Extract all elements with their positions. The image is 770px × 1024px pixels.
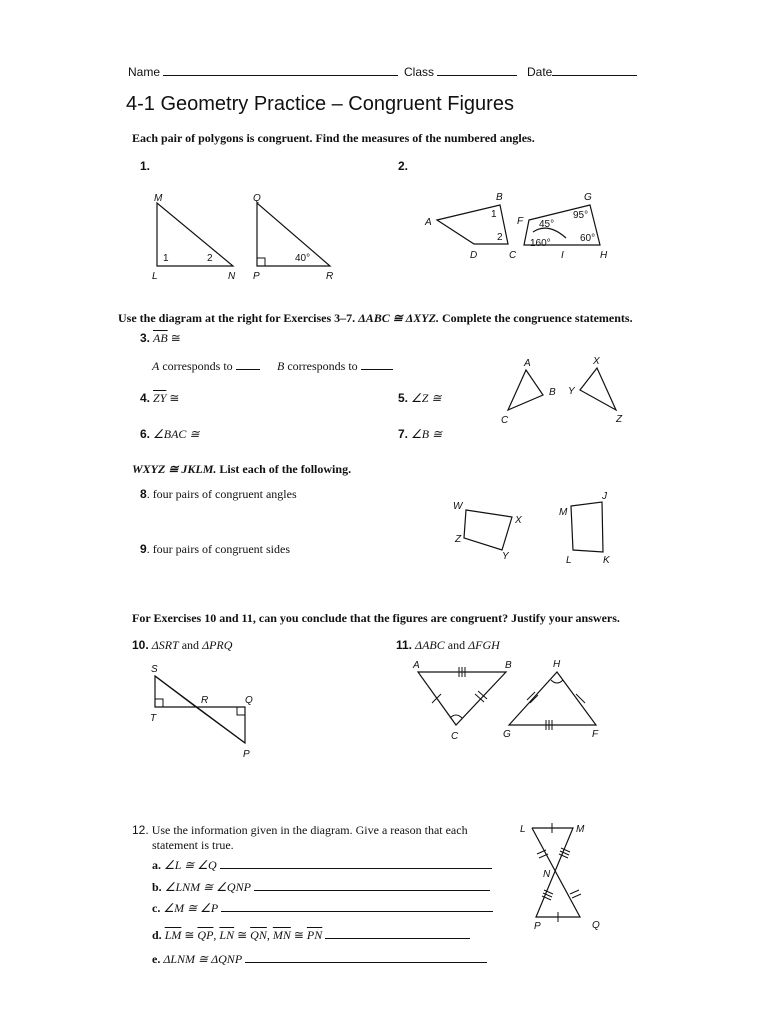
label-q-2: Q (245, 695, 253, 706)
angle-2-label: 2 (207, 253, 213, 264)
label-r: R (326, 271, 334, 282)
label-y-2: Y (502, 551, 509, 562)
ex4: 4. $\overline{ZY}$ ≅ (140, 391, 180, 405)
label-f: F (517, 216, 524, 227)
ex12-item-e: e. ΔLNM ≅ ΔQNP (152, 951, 487, 967)
angle-45-label: 45° (539, 219, 555, 230)
label-m-2: M (559, 507, 568, 518)
label-k: K (603, 555, 610, 566)
label-b: B (496, 192, 503, 203)
section-4-intro: For Exercises 10 and 11, can you conclude that the figures are congruent? Justify your answers. (132, 611, 620, 625)
label-y: Y (568, 386, 575, 397)
label-g-2: G (503, 729, 511, 740)
label-q-3: Q (592, 920, 600, 931)
angle-40-label: 40° (295, 253, 311, 264)
ex7: 7. ∠B ≅ (398, 427, 443, 441)
section-3-intro: WXYZ ≅ JKLM. List each of the following. (132, 462, 352, 476)
ex12-item-b: b. ∠LNM ≅ ∠QNP (152, 879, 490, 895)
ex12-item-a: a. ∠L ≅ ∠Q (152, 857, 492, 873)
label-a-2: A (524, 358, 531, 369)
page-title: 4-1 Geometry Practice – Congruent Figures (126, 93, 514, 115)
ex3-correspond-b: B corresponds to (277, 358, 393, 374)
label-c-3: C (451, 731, 459, 742)
label-h: H (600, 250, 608, 261)
ex9: 9. four pairs of congruent sides (140, 542, 290, 556)
ex3-correspond-a: A corresponds to (152, 358, 260, 374)
ex12-line1: 12. Use the information given in the diagram. Give a reason that each (132, 823, 468, 837)
label-d: D (470, 250, 478, 261)
ex5: 5. ∠Z ≅ (398, 391, 442, 405)
label-p-3: P (534, 921, 541, 932)
ex3-segment: $\overline{AB}$ (153, 331, 168, 345)
angle-1-label: 1 (163, 253, 169, 264)
label-j: J (602, 491, 607, 502)
label-i: I (561, 250, 564, 261)
label-s: S (151, 664, 158, 675)
label-n-2: N (543, 869, 551, 880)
label-w: W (453, 501, 463, 512)
label-n: N (228, 271, 236, 282)
ex2-number: 2. (398, 159, 409, 173)
ex3-relation: ≅ (167, 331, 181, 345)
label-g: G (584, 192, 592, 203)
ex4-segment: $\overline{ZY}$ (153, 391, 167, 405)
label-c-2: C (501, 415, 509, 426)
ex12-item-c: c. ∠M ≅ ∠P (152, 900, 493, 916)
label-b-3: B (505, 660, 512, 671)
label-p: P (253, 271, 260, 282)
section-2-congruence: ΔABC ≅ ΔXYZ. (358, 311, 439, 325)
label-h-2: H (553, 659, 561, 670)
label-m: M (154, 193, 163, 204)
label-m-3: M (576, 824, 585, 835)
label-l-2: L (566, 555, 572, 566)
label-l: L (152, 271, 158, 282)
ex11: 11. ΔABC and ΔFGH (396, 638, 500, 652)
section-2-intro-suffix: Complete the congruence statements. (438, 311, 633, 325)
bowtie-lmnpq (532, 828, 580, 917)
label-z-2: Z (455, 534, 462, 545)
label-b-2: B (549, 387, 556, 398)
label-x-2: X (515, 515, 522, 526)
label-a-3: A (413, 660, 420, 671)
angle-160-label: 160° (530, 238, 551, 249)
label-c: C (509, 250, 517, 261)
angle-95-label: 95° (573, 210, 589, 221)
ex8: 8. four pairs of congruent angles (140, 487, 297, 501)
section-2-intro-prefix: Use the diagram at the right for Exercises 3–7. (118, 311, 359, 325)
class-label: Class (404, 65, 435, 79)
angle-1-label-2: 1 (491, 209, 497, 220)
label-l-3: L (520, 824, 526, 835)
label-t: T (150, 713, 157, 724)
label-a: A (425, 217, 432, 228)
label-r-2: R (201, 695, 209, 706)
instructions: Each pair of polygons is congruent. Find the measures of the numbered angles. (132, 131, 535, 145)
date-label: Date (527, 65, 553, 79)
ex12-item-d: d. $\overline{LM}$ ≅ $\overline{QP}$, $\overline{LN}$ ≅ $\overline{QN}$, $\overline{MN}$ ≅ $\overline{PN}$ (152, 927, 470, 943)
ex3-number: 3. (140, 331, 151, 345)
ex1-number: 1. (140, 159, 151, 173)
label-x: X (593, 356, 600, 367)
label-f-2: F (592, 729, 599, 740)
angle-2-label-2: 2 (497, 232, 503, 243)
label-q: Q (253, 193, 261, 204)
label-p-2: P (243, 749, 250, 760)
label-z: Z (616, 414, 623, 425)
ex10: 10. ΔSRT and ΔPRQ (132, 638, 233, 652)
name-label: Name (128, 65, 161, 79)
ex12-line2: statement is true. (152, 838, 234, 852)
angle-60-label: 60° (580, 233, 596, 244)
ex6: 6. ∠BAC ≅ (140, 427, 200, 441)
